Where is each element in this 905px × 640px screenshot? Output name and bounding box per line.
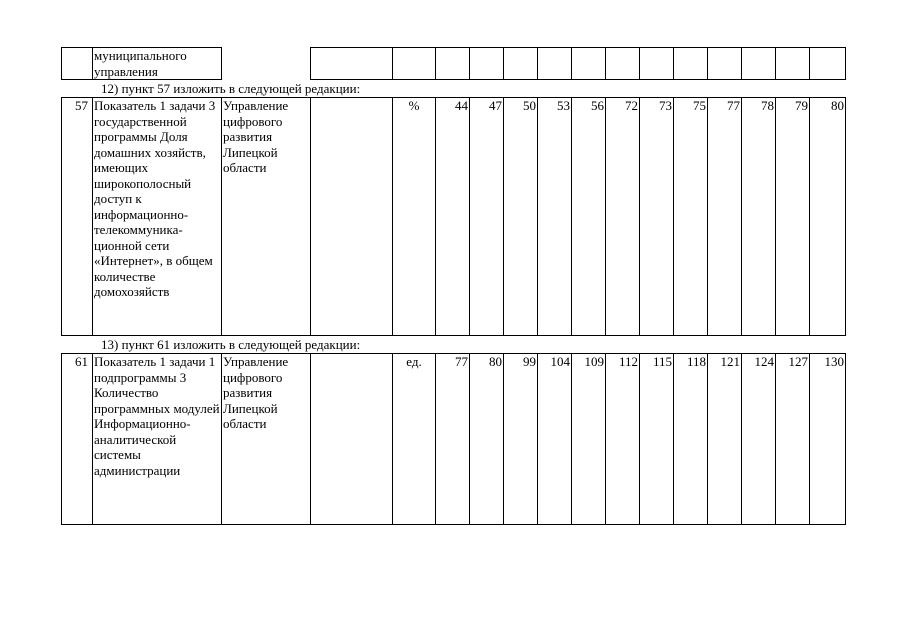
cell-number <box>62 48 93 80</box>
indicator-name: Показатель 1 задачи 1 подпрограммы 3 Количество программных модулей Информационно-аналитической системы администрации <box>93 354 222 525</box>
value-3: 50 <box>504 98 538 336</box>
value-7: 115 <box>640 354 674 525</box>
cell-value <box>504 48 538 80</box>
value-9: 77 <box>708 98 742 336</box>
cell-name: муниципального управления <box>93 48 222 80</box>
cell-value <box>674 48 708 80</box>
amendment-note-12: 12) пункт 57 изложить в следующей редакции: <box>101 81 361 96</box>
table-row <box>62 354 846 525</box>
value-5: 56 <box>572 98 606 336</box>
table-row-57 <box>61 97 846 336</box>
amendment-note-13: 13) пункт 61 изложить в следующей редакции: <box>101 337 361 352</box>
unit: % <box>393 98 436 336</box>
value-11: 127 <box>776 354 810 525</box>
value-7: 73 <box>640 98 674 336</box>
value-8: 118 <box>674 354 708 525</box>
indicator-name: Показатель 1 задачи 3 государственной программы Доля домашних хозяйств, имеющих широкополосный доступ к информационно-телекоммуника-ционной сети «Интернет», в общем количестве домохозяйств <box>93 98 222 336</box>
extra-cell <box>311 354 393 525</box>
row-number: 57 <box>62 98 93 336</box>
cell-value <box>470 48 504 80</box>
executor: Управление цифрового развития Липецкой области <box>222 354 311 525</box>
table-fragment-top <box>61 47 846 80</box>
cell-value <box>538 48 572 80</box>
value-4: 104 <box>538 354 572 525</box>
value-5: 109 <box>572 354 606 525</box>
value-9: 121 <box>708 354 742 525</box>
executor: Управление цифрового развития Липецкой области <box>222 98 311 336</box>
cell-extra <box>393 48 436 80</box>
row-number: 61 <box>62 354 93 525</box>
value-2: 47 <box>470 98 504 336</box>
value-11: 79 <box>776 98 810 336</box>
cell-executor <box>311 48 393 80</box>
value-12: 80 <box>810 98 846 336</box>
cell-value <box>742 48 776 80</box>
cell-value <box>640 48 674 80</box>
document-page <box>61 47 845 525</box>
value-1: 77 <box>436 354 470 525</box>
value-2: 80 <box>470 354 504 525</box>
cell-gap <box>222 48 311 80</box>
value-1: 44 <box>436 98 470 336</box>
extra-cell <box>311 98 393 336</box>
unit: ед. <box>393 354 436 525</box>
value-4: 53 <box>538 98 572 336</box>
cell-value <box>708 48 742 80</box>
value-6: 112 <box>606 354 640 525</box>
table-row <box>62 48 846 80</box>
table-row-61 <box>61 353 846 525</box>
value-8: 75 <box>674 98 708 336</box>
cell-value <box>436 48 470 80</box>
value-3: 99 <box>504 354 538 525</box>
value-10: 124 <box>742 354 776 525</box>
value-10: 78 <box>742 98 776 336</box>
value-12: 130 <box>810 354 846 525</box>
table-row <box>62 98 846 336</box>
cell-value <box>572 48 606 80</box>
cell-value <box>606 48 640 80</box>
value-6: 72 <box>606 98 640 336</box>
cell-value <box>776 48 810 80</box>
cell-value <box>810 48 846 80</box>
